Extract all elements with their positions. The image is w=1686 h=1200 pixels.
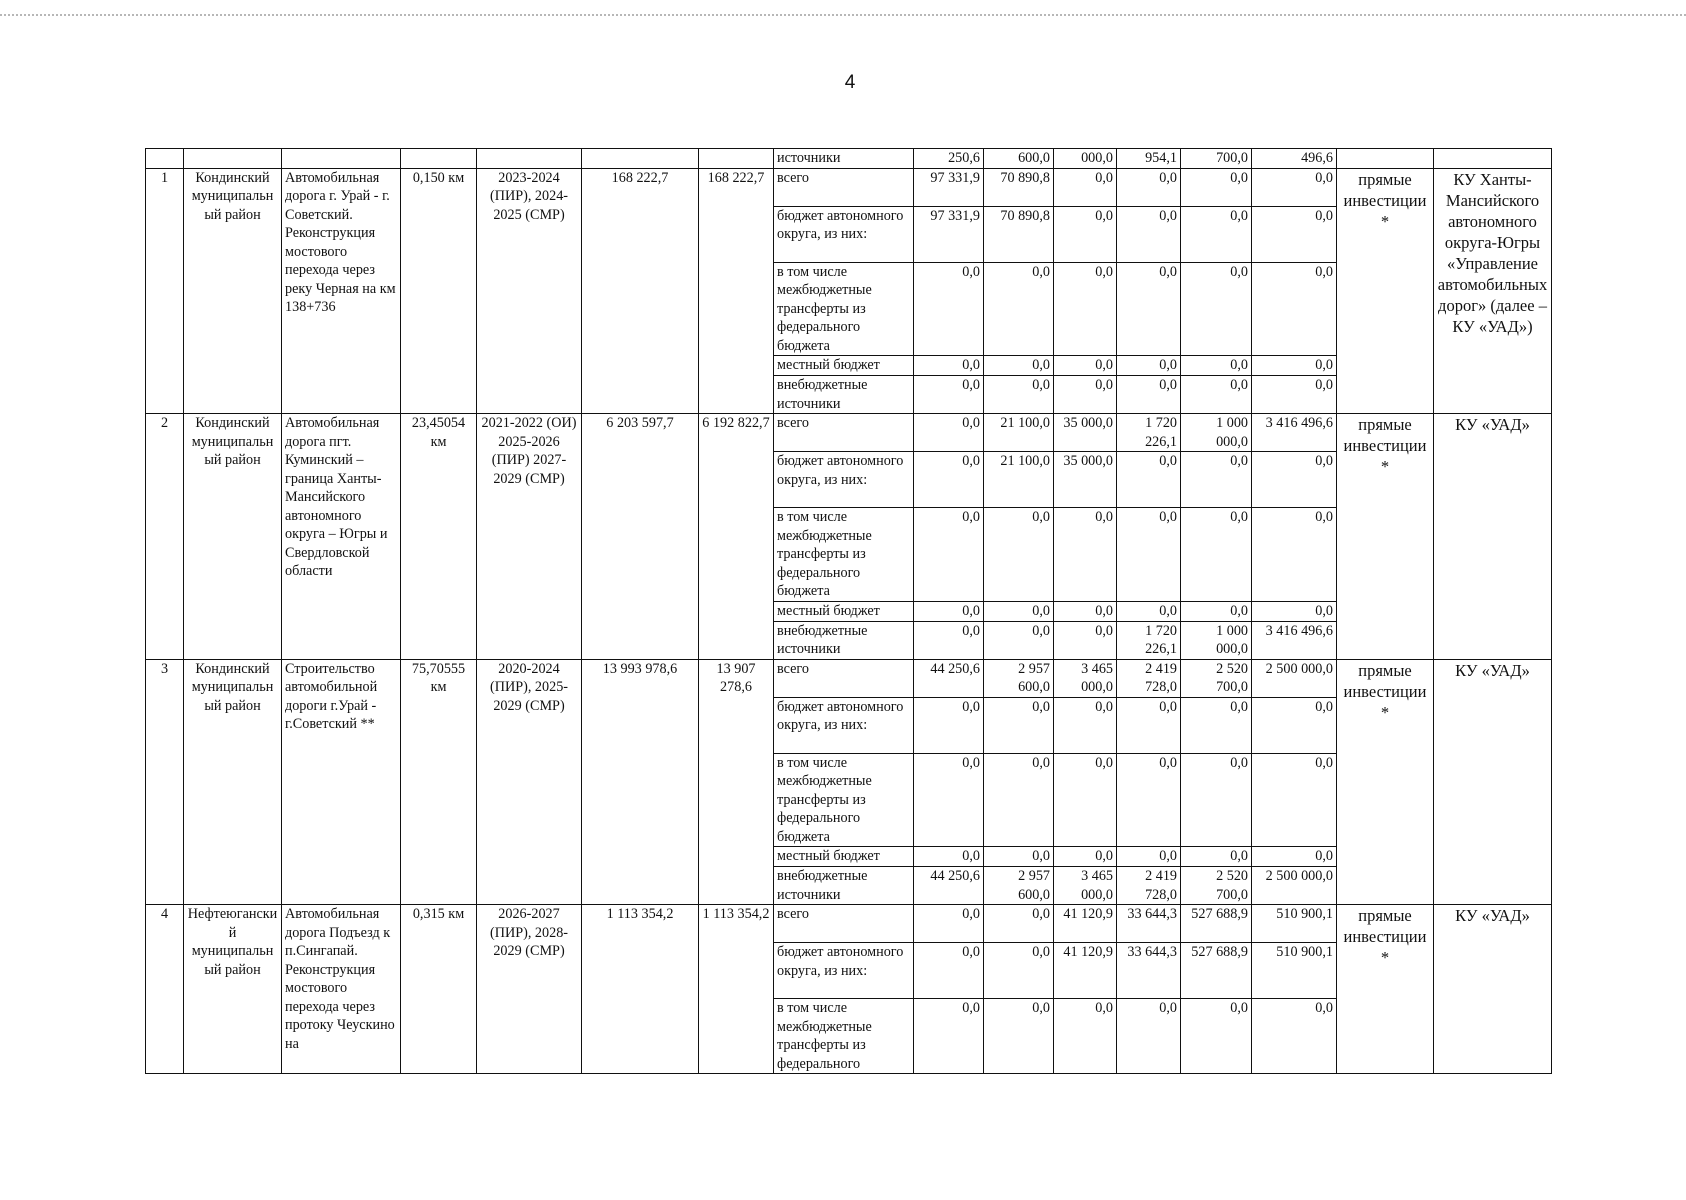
value-cell: 0,0: [1117, 601, 1181, 621]
customer-cell: КУ «УАД»: [1434, 414, 1552, 660]
value-cell: 0,0: [1117, 376, 1181, 414]
value-cell: 3 416 496,6: [1252, 621, 1337, 659]
value-cell: 70 890,8: [984, 206, 1054, 262]
value-cell: 0,0: [1117, 999, 1181, 1074]
source-label: бюджет автономного округа, из них:: [774, 452, 914, 508]
object-name-cell: Строительство автомобильной дороги г.Урай - г.Советский **: [282, 659, 401, 905]
value-cell: 2 957 600,0: [984, 867, 1054, 905]
municipality-cell: Кондинский муниципальный район: [184, 414, 282, 660]
row-number: 4: [146, 905, 184, 1074]
capacity-cell: 75,70555 км: [401, 659, 477, 905]
remaining-cost-cell: 6 192 822,7: [699, 414, 774, 660]
value-cell: 0,0: [1117, 262, 1181, 356]
value-cell: 0,0: [984, 376, 1054, 414]
value-cell: 0,0: [984, 356, 1054, 376]
value-cell: 2 500 000,0: [1252, 659, 1337, 697]
table-row: [146, 659, 1552, 697]
object-name-cell: Автомобильная дорога г. Урай - г. Советский. Реконструкция мостового перехода через реку Черная на км 138+736: [282, 168, 401, 414]
value-cell: 954,1: [1117, 149, 1181, 169]
total-cost-cell: 6 203 597,7: [582, 414, 699, 660]
value-cell: 0,0: [1117, 847, 1181, 867]
total-cost-cell: 13 993 978,6: [582, 659, 699, 905]
capacity-cell: 0,150 км: [401, 168, 477, 414]
value-cell: 0,0: [1054, 753, 1117, 847]
value-cell: 0,0: [1252, 753, 1337, 847]
total-cost-cell: 1 113 354,2: [582, 905, 699, 1074]
value-cell: 0,0: [914, 508, 984, 602]
value-cell: 41 120,9: [1054, 943, 1117, 999]
source-label: в том числе межбюджетные трансферты из федерального: [774, 999, 914, 1074]
source-label: бюджет автономного округа, из них:: [774, 943, 914, 999]
source-label: внебюджетные источники: [774, 376, 914, 414]
value-cell: 0,0: [1117, 356, 1181, 376]
value-cell: 1 720 226,1: [1117, 414, 1181, 452]
value-cell: 510 900,1: [1252, 943, 1337, 999]
object-name-cell: Автомобильная дорога пгт. Куминский – граница Ханты-Мансийского автономного округа – Югры и Свердловской области: [282, 414, 401, 660]
value-cell: 0,0: [1181, 168, 1252, 206]
source-label: бюджет автономного округа, из них:: [774, 697, 914, 753]
municipality-cell: Кондинский муниципальный район: [184, 659, 282, 905]
value-cell: 2 419 728,0: [1117, 867, 1181, 905]
value-cell: 0,0: [1252, 452, 1337, 508]
value-cell: 0,0: [1054, 697, 1117, 753]
table-row: [146, 905, 1552, 943]
value-cell: 0,0: [1054, 262, 1117, 356]
value-cell: 35 000,0: [1054, 452, 1117, 508]
value-cell: 0,0: [1252, 697, 1337, 753]
value-cell: 0,0: [1181, 508, 1252, 602]
investment-table: [145, 148, 1552, 1074]
value-cell: 33 644,3: [1117, 905, 1181, 943]
value-cell: 35 000,0: [1054, 414, 1117, 452]
capacity-cell: 23,45054 км: [401, 414, 477, 660]
value-cell: 0,0: [914, 262, 984, 356]
value-cell: 0,0: [984, 753, 1054, 847]
value-cell: 2 957 600,0: [984, 659, 1054, 697]
remaining-cost-cell: 168 222,7: [699, 168, 774, 414]
value-cell: 0,0: [914, 999, 984, 1074]
source-label: внебюджетные источники: [774, 621, 914, 659]
value-cell: 0,0: [984, 943, 1054, 999]
value-cell: 0,0: [914, 452, 984, 508]
investment-type-cell: прямые инвестиции *: [1337, 905, 1434, 1074]
customer-cell: КУ «УАД»: [1434, 659, 1552, 905]
value-cell: 0,0: [1181, 356, 1252, 376]
source-label: всего: [774, 414, 914, 452]
value-cell: 0,0: [1054, 376, 1117, 414]
value-cell: 2 520 700,0: [1181, 659, 1252, 697]
value-cell: 0,0: [1181, 206, 1252, 262]
value-cell: 21 100,0: [984, 452, 1054, 508]
page-number: 4: [844, 72, 856, 93]
value-cell: 0,0: [984, 999, 1054, 1074]
source-label: всего: [774, 659, 914, 697]
value-cell: 0,0: [1252, 999, 1337, 1074]
source-label: местный бюджет: [774, 356, 914, 376]
value-cell: 0,0: [1252, 206, 1337, 262]
period-cell: 2026-2027 (ПИР), 2028-2029 (СМР): [477, 905, 582, 1074]
value-cell: 0,0: [1181, 697, 1252, 753]
value-cell: 0,0: [1252, 376, 1337, 414]
value-cell: 3 416 496,6: [1252, 414, 1337, 452]
period-cell: 2021-2022 (ОИ) 2025-2026 (ПИР) 2027-2029 (СМР): [477, 414, 582, 660]
value-cell: 0,0: [1252, 262, 1337, 356]
value-cell: 0,0: [1117, 697, 1181, 753]
value-cell: 0,0: [984, 262, 1054, 356]
source-label: всего: [774, 168, 914, 206]
investment-type-cell: прямые инвестиции *: [1337, 168, 1434, 414]
value-cell: 0,0: [1117, 452, 1181, 508]
value-cell: 1 000 000,0: [1181, 621, 1252, 659]
value-cell: 21 100,0: [984, 414, 1054, 452]
period-cell: 2023-2024 (ПИР), 2024-2025 (СМР): [477, 168, 582, 414]
value-cell: 3 465 000,0: [1054, 867, 1117, 905]
investment-type-cell: прямые инвестиции *: [1337, 414, 1434, 660]
value-cell: 0,0: [1054, 356, 1117, 376]
value-cell: 2 500 000,0: [1252, 867, 1337, 905]
value-cell: 41 120,9: [1054, 905, 1117, 943]
value-cell: 0,0: [1054, 621, 1117, 659]
value-cell: 0,0: [1117, 168, 1181, 206]
table-row: [146, 168, 1552, 206]
value-cell: 97 331,9: [914, 206, 984, 262]
table-row-continuation: [146, 149, 1552, 169]
value-cell: 0,0: [1252, 508, 1337, 602]
capacity-cell: 0,315 км: [401, 905, 477, 1074]
value-cell: 0,0: [1181, 376, 1252, 414]
value-cell: 0,0: [1054, 847, 1117, 867]
value-cell: 510 900,1: [1252, 905, 1337, 943]
value-cell: 44 250,6: [914, 659, 984, 697]
value-cell: 0,0: [1054, 508, 1117, 602]
value-cell: 0,0: [1054, 999, 1117, 1074]
value-cell: 0,0: [984, 508, 1054, 602]
value-cell: 0,0: [914, 601, 984, 621]
value-cell: 0,0: [914, 943, 984, 999]
value-cell: 0,0: [1252, 168, 1337, 206]
value-cell: 0,0: [1181, 753, 1252, 847]
source-label: в том числе межбюджетные трансферты из федерального бюджета: [774, 508, 914, 602]
value-cell: 0,0: [984, 905, 1054, 943]
value-cell: 0,0: [914, 753, 984, 847]
value-cell: 0,0: [984, 847, 1054, 867]
row-number: 2: [146, 414, 184, 660]
value-cell: 0,0: [914, 847, 984, 867]
value-cell: 0,0: [1117, 206, 1181, 262]
customer-cell: КУ «УАД»: [1434, 905, 1552, 1074]
value-cell: 0,0: [1181, 601, 1252, 621]
source-label: в том числе межбюджетные трансферты из федерального бюджета: [774, 262, 914, 356]
source-label: местный бюджет: [774, 847, 914, 867]
value-cell: 97 331,9: [914, 168, 984, 206]
value-cell: 33 644,3: [1117, 943, 1181, 999]
value-cell: 0,0: [1054, 601, 1117, 621]
value-cell: 0,0: [984, 601, 1054, 621]
value-cell: 527 688,9: [1181, 943, 1252, 999]
row-number: 1: [146, 168, 184, 414]
value-cell: 0,0: [1054, 168, 1117, 206]
value-cell: 1 000 000,0: [1181, 414, 1252, 452]
value-cell: 1 720 226,1: [1117, 621, 1181, 659]
remaining-cost-cell: 1 113 354,2: [699, 905, 774, 1074]
source-label: местный бюджет: [774, 601, 914, 621]
value-cell: 0,0: [1181, 847, 1252, 867]
remaining-cost-cell: 13 907 278,6: [699, 659, 774, 905]
value-cell: 0,0: [914, 905, 984, 943]
value-cell: 527 688,9: [1181, 905, 1252, 943]
municipality-cell: Кондинский муниципальный район: [184, 168, 282, 414]
row-number: 3: [146, 659, 184, 905]
value-cell: 2 520 700,0: [1181, 867, 1252, 905]
municipality-cell: Нефтеюганский муниципальный район: [184, 905, 282, 1074]
value-cell: 700,0: [1181, 149, 1252, 169]
value-cell: 0,0: [914, 414, 984, 452]
value-cell: 496,6: [1252, 149, 1337, 169]
value-cell: 250,6: [914, 149, 984, 169]
value-cell: 0,0: [914, 621, 984, 659]
value-cell: 3 465 000,0: [1054, 659, 1117, 697]
value-cell: 0,0: [914, 376, 984, 414]
value-cell: 0,0: [914, 356, 984, 376]
value-cell: 2 419 728,0: [1117, 659, 1181, 697]
source-label: в том числе межбюджетные трансферты из федерального бюджета: [774, 753, 914, 847]
object-name-cell: Автомобильная дорога Подъезд к п.Сингапай. Реконструкция мостового перехода через протоку Чеускино на: [282, 905, 401, 1074]
value-cell: 0,0: [984, 621, 1054, 659]
table-row: [146, 414, 1552, 452]
scan-edge-artifact: [0, 14, 1686, 16]
source-label: всего: [774, 905, 914, 943]
value-cell: 44 250,6: [914, 867, 984, 905]
customer-cell: КУ Ханты-Мансийского автономного округа-Югры «Управление автомобильных дорог» (далее – КУ «УАД»): [1434, 168, 1552, 414]
value-cell: 0,0: [984, 697, 1054, 753]
value-cell: 600,0: [984, 149, 1054, 169]
value-cell: 0,0: [1117, 753, 1181, 847]
value-cell: 0,0: [1252, 601, 1337, 621]
value-cell: 70 890,8: [984, 168, 1054, 206]
value-cell: 0,0: [1181, 452, 1252, 508]
value-cell: 000,0: [1054, 149, 1117, 169]
total-cost-cell: 168 222,7: [582, 168, 699, 414]
value-cell: 0,0: [1181, 999, 1252, 1074]
investment-type-cell: прямые инвестиции *: [1337, 659, 1434, 905]
value-cell: 0,0: [1117, 508, 1181, 602]
source-label: источники: [774, 149, 914, 169]
value-cell: 0,0: [1252, 847, 1337, 867]
value-cell: 0,0: [914, 697, 984, 753]
value-cell: 0,0: [1054, 206, 1117, 262]
source-label: внебюджетные источники: [774, 867, 914, 905]
value-cell: 0,0: [1252, 356, 1337, 376]
period-cell: 2020-2024 (ПИР), 2025-2029 (СМР): [477, 659, 582, 905]
source-label: бюджет автономного округа, из них:: [774, 206, 914, 262]
value-cell: 0,0: [1181, 262, 1252, 356]
